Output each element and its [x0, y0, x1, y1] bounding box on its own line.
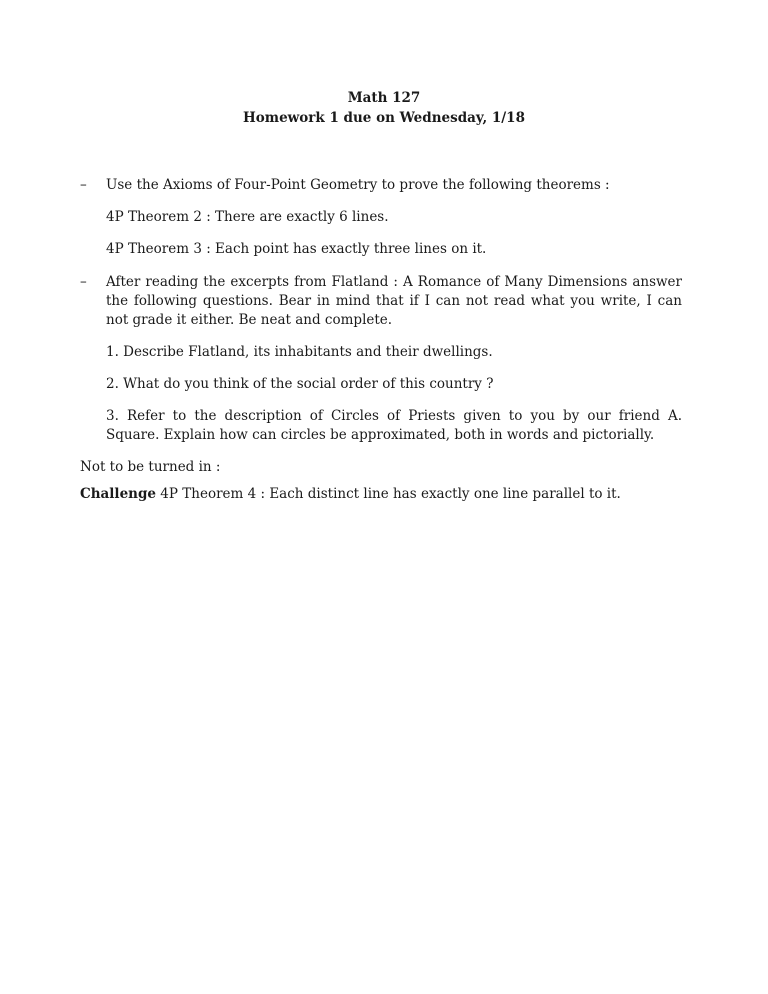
- challenge-label: Challenge: [80, 486, 156, 502]
- theorem-2: 4P Theorem 2 : There are exactly 6 lines.: [106, 209, 389, 225]
- homework-content: [80, 176, 682, 504]
- question-2: 2. What do you think of the social order of this country ?: [106, 376, 494, 392]
- theorem-3: 4P Theorem 3 : Each point has exactly three lines on it.: [106, 241, 487, 257]
- question-3: 3. Refer to the description of Circles of Priests given to you by our friend A. Square. Explain how can circles be approximated, both in words and pictorially.: [106, 408, 682, 443]
- not-turned-in-label: Not to be turned in :: [80, 459, 221, 475]
- challenge-text: 4P Theorem 4 : Each distinct line has exactly one line parallel to it.: [156, 486, 621, 502]
- challenge-line: [80, 485, 682, 504]
- bullet-dash: –: [80, 177, 87, 193]
- bullet-item-flatland: [80, 273, 682, 445]
- assignment-title: Homework 1 due on Wednesday, 1/18: [243, 110, 525, 126]
- axioms-instruction: Use the Axioms of Four-Point Geometry to prove the following theorems :: [106, 177, 610, 193]
- course-title: Math 127: [347, 90, 421, 106]
- bullet-dash: –: [80, 274, 87, 290]
- bullet-item-axioms: [80, 176, 682, 259]
- title-block: [0, 88, 768, 128]
- flatland-instruction: After reading the excerpts from Flatland : A Romance of Many Dimensions answer the following questions. Bear in mind that if I can not read what you write, I can not grade it either. Be neat and complete.: [106, 274, 682, 328]
- question-1: 1. Describe Flatland, its inhabitants and their dwellings.: [106, 344, 493, 360]
